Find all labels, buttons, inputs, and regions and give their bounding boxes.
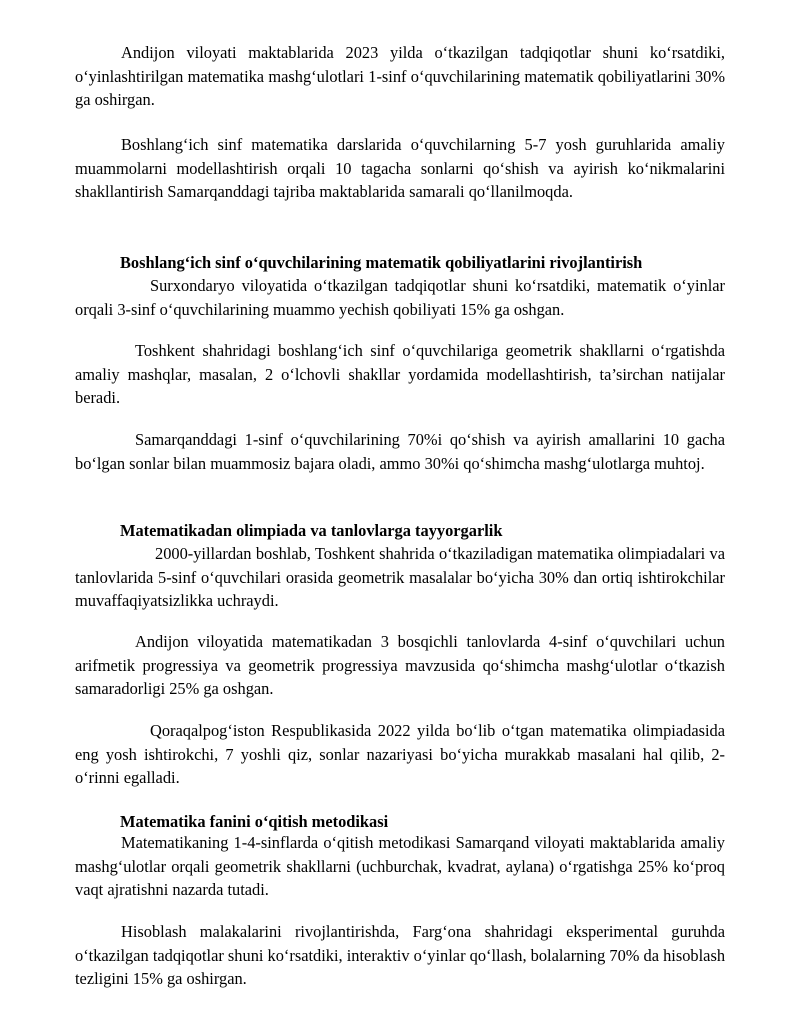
section-heading: Matematika fanini o‘qitish metodikasi bbox=[120, 812, 389, 831]
paragraph: Samarqanddagi 1-sinf o‘quvchilarining 70%i qo‘shish va ayirish amallarini 10 gacha bo‘lgan sonlar bilan muammosiz bajara oladi, ammo 30%i qo‘shimcha mashg‘ulotlarga muhtoj. bbox=[75, 430, 725, 473]
section-heading: Boshlang‘ich sinf o‘quvchilarining matematik qobiliyatlarini rivojlantirish bbox=[120, 253, 643, 272]
section-heading: Matematikadan olimpiada va tanlovlarga tayyorgarlik bbox=[120, 521, 503, 540]
paragraph: Matematikaning 1-4-sinflarda o‘qitish metodikasi Samarqand viloyati maktablarida amaliy mashg‘ulotlar orqali geometrik shakllarni (uchburchak, kvadrat, aylana) o‘rgatishga 25% ko‘proq vaqt ajratishni nazarda tutadi. bbox=[75, 833, 725, 899]
paragraph: Toshkent shahridagi boshlang‘ich sinf o‘quvchilariga geometrik shakllarni o‘rgatishda amaliy mashqlar, masalan, 2 o‘lchovli shakllar yordamida modellashtirish, ta’sirchan natijalar beradi. bbox=[75, 341, 725, 407]
paragraph: Hisoblash malakalarini rivojlantirishda, Farg‘ona shahridagi eksperimental guruhda o‘tkazilgan tadqiqotlar shuni ko‘rsatdiki, interaktiv o‘yinlar qo‘llash, bolalarning 70% da hisoblash tezligini 15% ga oshirgan. bbox=[75, 922, 726, 988]
paragraph: Qoraqalpog‘iston Respublikasida 2022 yilda bo‘lib o‘tgan matematika olimpiadasida eng yosh ishtirokchi, 7 yoshli qiz, sonlar nazariyasi bo‘yicha murakkab masalani hal qilib, 2-o‘rinni egalladi. bbox=[75, 721, 725, 787]
paragraph: Andijon viloyati maktablarida 2023 yilda o‘tkazilgan tadqiqotlar shuni ko‘rsatdiki, o‘yinlashtirilgan matematika mashg‘ulotlari 1-sinf o‘quvchilarining matematik qobiliyatlarini 30% ga oshirgan. bbox=[75, 43, 725, 109]
paragraph: Boshlang‘ich sinf matematika darslarida o‘quvchilarning 5-7 yosh guruhlarida amaliy muammolarni modellashtirish orqali 10 tagacha sonlarni qo‘shish va ayirish ko‘nikmalarini shakllantirish Samarqanddagi tajriba maktablarida samarali qo‘llanilmoqda. bbox=[75, 135, 725, 201]
paragraph: Surxondaryo viloyatida o‘tkazilgan tadqiqotlar shuni ko‘rsatdiki, matematik o‘yinlar orqali 3-sinf o‘quvchilarining muammo yechish qobiliyati 15% ga oshgan. bbox=[75, 276, 725, 319]
paragraph: 2000-yillardan boshlab, Toshkent shahrida o‘tkaziladigan matematika olimpiadalari va tanlovlarida 5-sinf o‘quvchilari orasida geometrik masalalar bo‘yicha 30% dan ortiq ishtirokchilar muvaffaqiyatsizlikka uchraydi. bbox=[75, 544, 725, 610]
paragraph: Andijon viloyatida matematikadan 3 bosqichli tanlovlarda 4-sinf o‘quvchilari uchun arifmetik progressiya va geometrik progressiya mavzusida qo‘shimcha mashg‘ulotlar o‘tkazish samaradorligi 25% ga oshgan. bbox=[75, 632, 725, 698]
